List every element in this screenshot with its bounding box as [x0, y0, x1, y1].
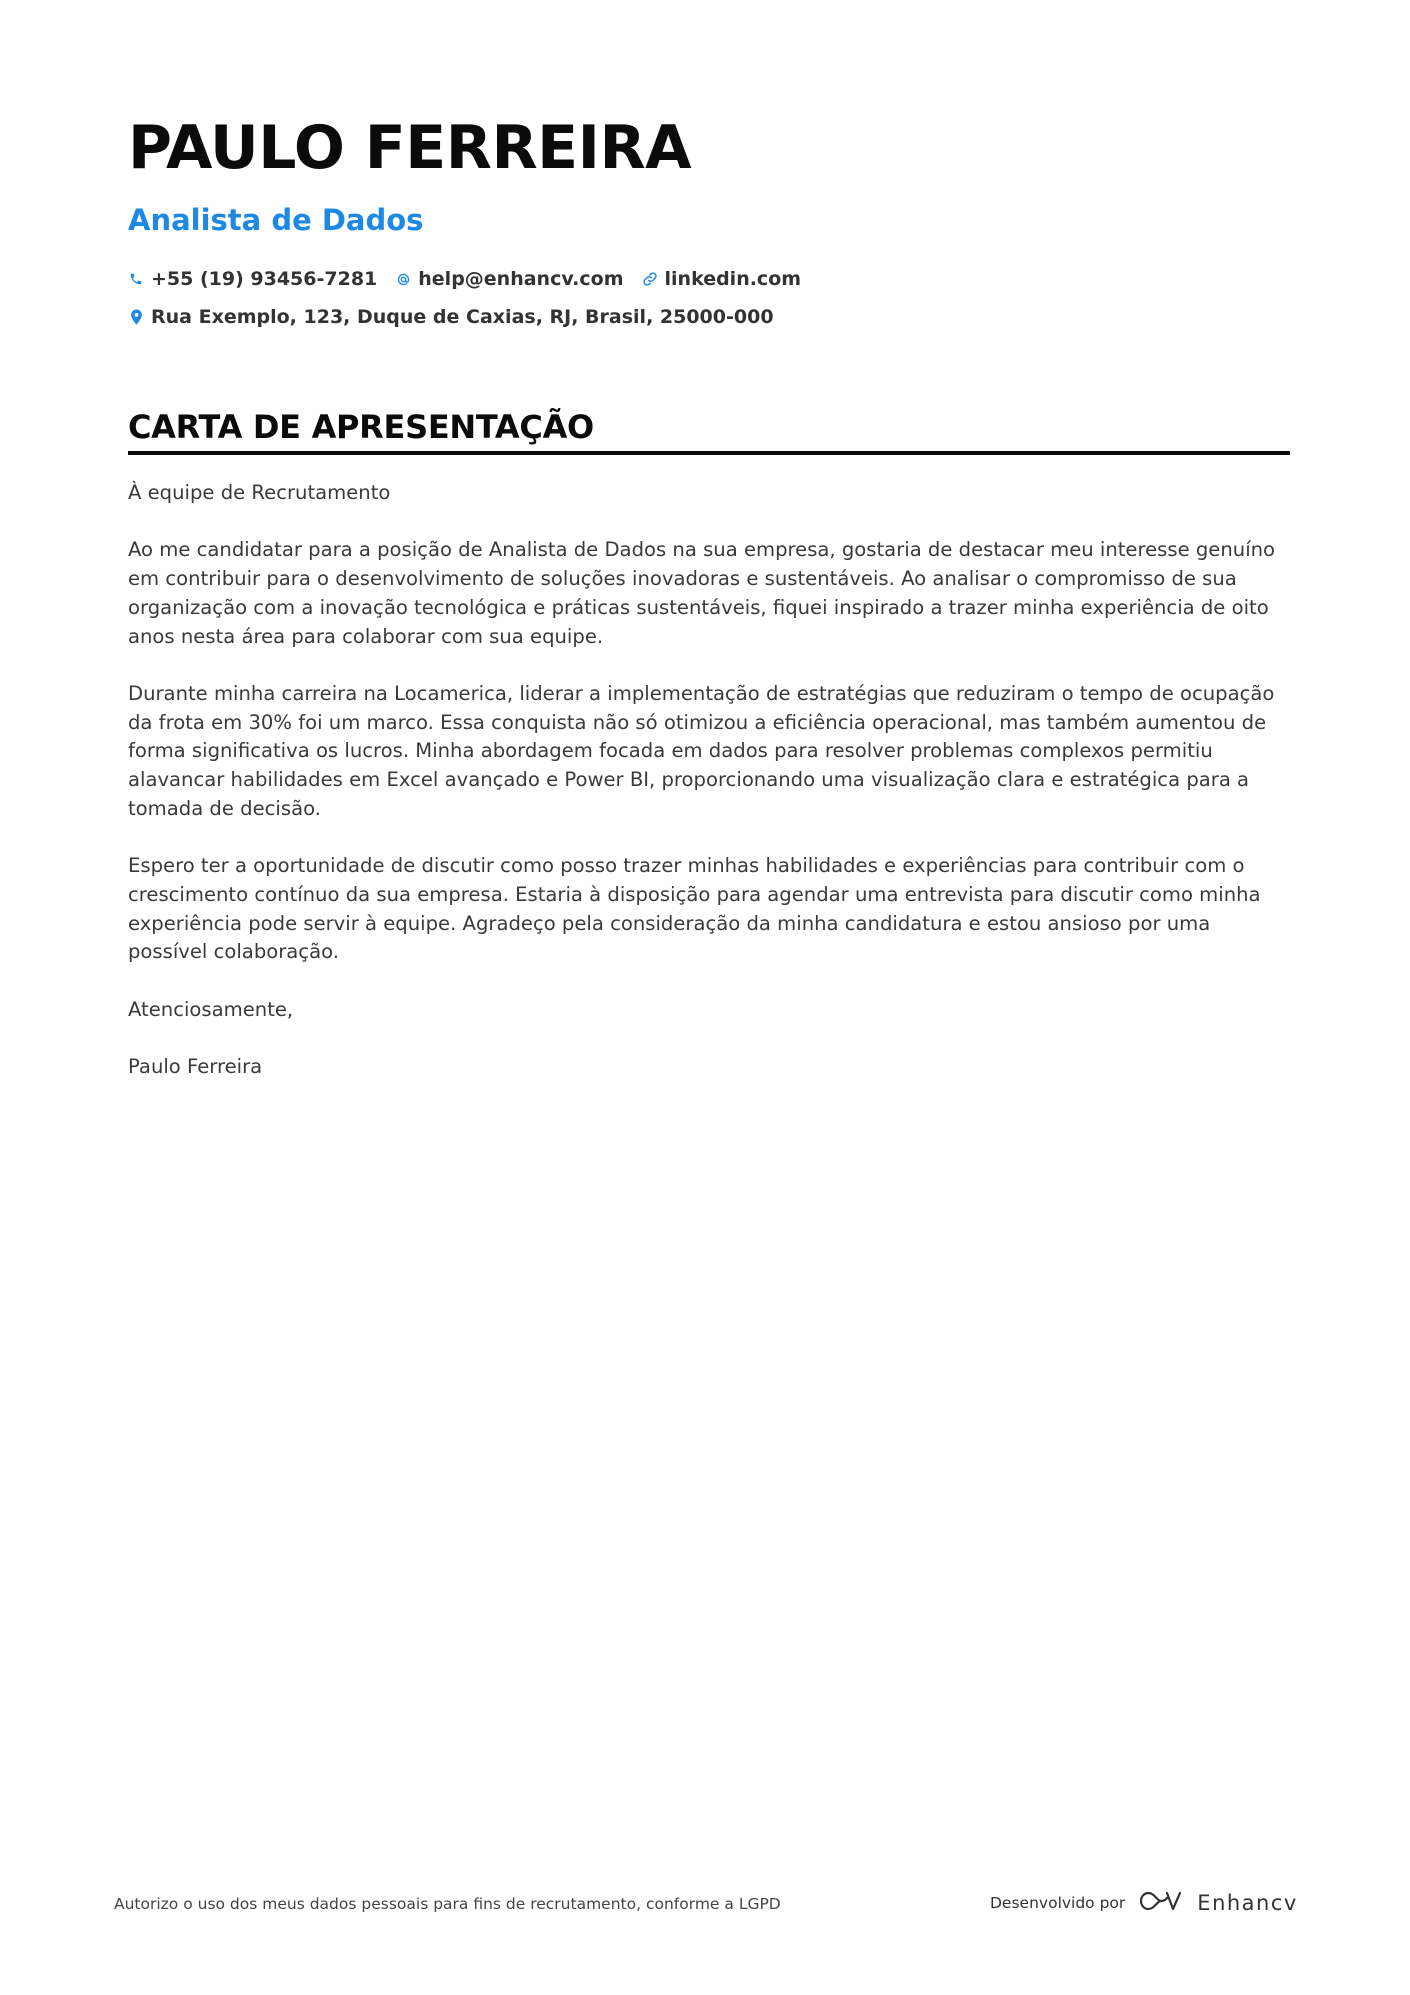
- resume-header: [128, 108, 1288, 336]
- letter-greeting: À equipe de Recrutamento: [128, 481, 391, 504]
- section-title: CARTA DE APRESENTAÇÃO: [128, 408, 594, 446]
- cover-letter-section: [128, 405, 1290, 1110]
- candidate-role: Analista de Dados: [128, 203, 424, 237]
- email-address[interactable]: help@enhancv.com: [418, 268, 624, 290]
- contact-phone: [128, 268, 377, 290]
- contact-row-primary: [128, 260, 1288, 298]
- link-icon: [642, 270, 658, 288]
- contact-info: [128, 260, 1288, 336]
- powered-by[interactable]: [990, 1888, 1298, 1918]
- contact-email[interactable]: [395, 268, 623, 290]
- phone-icon: [128, 270, 144, 288]
- consent-note: Autorizo o uso dos meus dados pessoais para fins de recrutamento, conforme a LGPD: [114, 1895, 781, 1913]
- enhancv-logo-icon: [1137, 1888, 1183, 1918]
- letter-paragraph: Espero ter a oportunidade de discutir como posso trazer minhas habilidades e experiências para contribuir com o crescimento contínuo da sua empresa. Estaria à disposição para agendar uma entrevista para discutir como minha experiência pode servir à equipe. Agradeço pela consideração da minha candidatura e estou ansioso por uma possível colaboração.: [128, 854, 1261, 964]
- credit-label: Desenvolvido por: [990, 1894, 1126, 1912]
- contact-link[interactable]: [642, 268, 802, 290]
- enhancv-logo[interactable]: [1137, 1888, 1298, 1918]
- location-pin-icon: [128, 308, 144, 326]
- contact-row-address: [128, 298, 1288, 336]
- letter-closing: Atenciosamente,: [128, 997, 294, 1021]
- letter-paragraph: Durante minha carreira na Locamerica, liderar a implementação de estratégias que reduziram o tempo de ocupação da frota em 30% foi um marco. Essa conquista não só otimizou a eficiência operacional, mas também aumentou de forma significativa os lucros. Minha abordagem focada em dados para resolver problemas complexos permitiu alavancar habilidades em Excel avançado e Power BI, proporcionando uma visualização clara e estratégica para a tomada de decisão.: [128, 681, 1275, 820]
- at-icon: [395, 270, 411, 288]
- page-footer: [0, 1880, 1410, 1940]
- candidate-name: PAULO FERREIRA: [128, 113, 692, 183]
- linkedin-link[interactable]: linkedin.com: [664, 268, 802, 290]
- address-text: Rua Exemplo, 123, Duque de Caxias, RJ, Brasil, 25000-000: [151, 306, 774, 328]
- enhancv-logo-text: Enhancv: [1197, 1891, 1298, 1915]
- contact-address: [128, 306, 774, 328]
- letter-signature: Paulo Ferreira: [128, 1054, 263, 1078]
- section-divider: [128, 451, 1290, 455]
- letter-paragraph: Ao me candidatar para a posição de Analista de Dados na sua empresa, gostaria de destacar meu interesse genuíno em contribuir para o desenvolvimento de soluções inovadoras e sustentáveis. Ao analisar o compromisso de sua organização com a inovação tecnológica e práticas sustentáveis, fiquei inspirado a trazer minha experiência de oito anos nesta área para colaborar com sua equipe.: [128, 538, 1276, 648]
- letter-body: [128, 479, 1290, 1082]
- phone-number: +55 (19) 93456-7281: [151, 268, 378, 290]
